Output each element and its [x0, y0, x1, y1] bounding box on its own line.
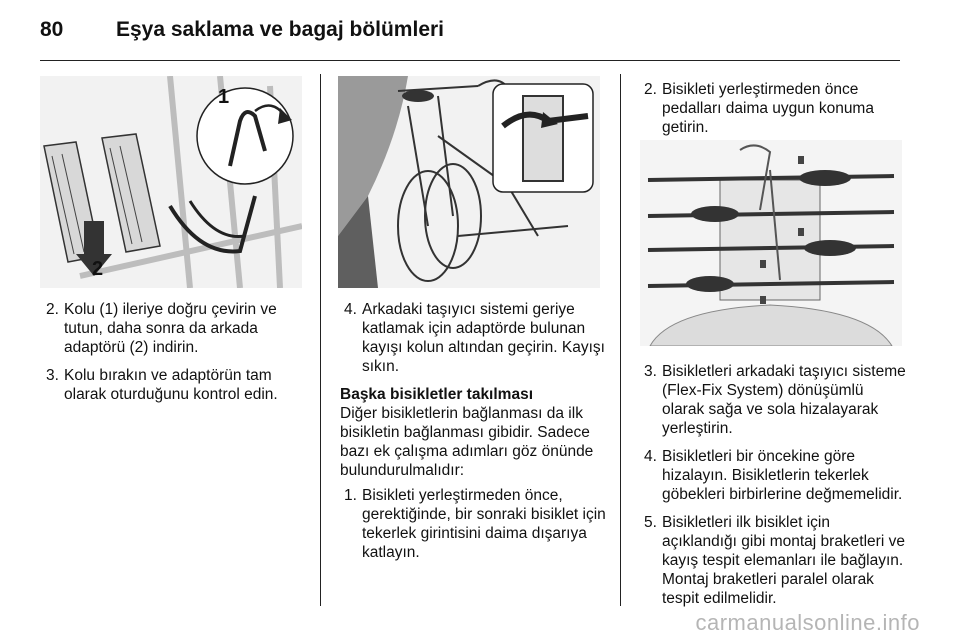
figure-bicycles-top-view [640, 140, 902, 346]
section-heading: Başka bisikletler takılması [340, 386, 534, 403]
list-item: 3. Bisikletleri arkadaki taşıyıcı sisteme (Flex-Fix System) dönüşümlü olarak sağa ve sola hizalayarak yerleştirin. [644, 363, 906, 437]
list-item: 4. Bisikletleri bir öncekine göre hizalayın. Bisikletlerin tekerlek göbekleri birbirlerine değmemelidir. [644, 448, 903, 503]
list-item: 1. Bisikleti yerleştirmeden önce, gerektiğinde, bir sonraki bisiklet için tekerlek girintisini daima dışarıya katlayın. [344, 487, 606, 561]
header-rule [40, 60, 900, 61]
column-divider-2 [620, 74, 621, 606]
page-title: Eşya saklama ve bagaj bölümleri [116, 18, 445, 41]
list-item: 3. Kolu bırakın ve adaptörün tam olarak oturduğunu kontrol edin. [46, 367, 278, 403]
figure-label-2: 2 [92, 258, 104, 280]
figure-rear-carrier-bicycle [338, 76, 600, 288]
column-divider-1 [320, 74, 321, 606]
column-2 [340, 300, 606, 571]
page-header [40, 18, 444, 48]
column-3-bottom [640, 362, 906, 617]
col3-steps-bottom [640, 362, 906, 608]
figure-adapter-lever [40, 76, 302, 288]
column-1 [42, 300, 304, 413]
col2-steps [340, 300, 606, 376]
list-item: 4. Arkadaki taşıyıcı sistemi geriye katlamak için adaptörde bulunan kayışı kolun altından geçirin. Kayışı sıkın. [344, 301, 605, 375]
section-paragraph: Diğer bisikletlerin bağlanması da ilk bisikletin bağlanması gibidir. Sadece bazı ek çalışma adımları göz önünde bulundurulmalıdır: [340, 405, 594, 479]
col1-steps [42, 300, 304, 404]
watermark: carmanualsonline.info [695, 610, 920, 635]
list-item: 2. Bisikleti yerleştirmeden önce pedalları daima uygun konuma getirin. [644, 81, 874, 136]
column-3-top [640, 80, 906, 146]
col2-steps-2 [340, 486, 606, 562]
figure-label-1: 1 [218, 86, 230, 108]
list-item: 2. Kolu (1) ileriye doğru çevirin ve tutun, daha sonra da arkada adaptörü (2) indirin. [46, 301, 277, 356]
col3-steps-top [640, 80, 906, 137]
page-number: 80 [40, 18, 64, 41]
list-item: 5. Bisikletleri ilk bisiklet için açıklandığı gibi montaj braketleri ve kayış tespit elemanları ile bağlayın. Montaj braketleri paralel olarak tespit edilmelidir. [644, 514, 905, 607]
